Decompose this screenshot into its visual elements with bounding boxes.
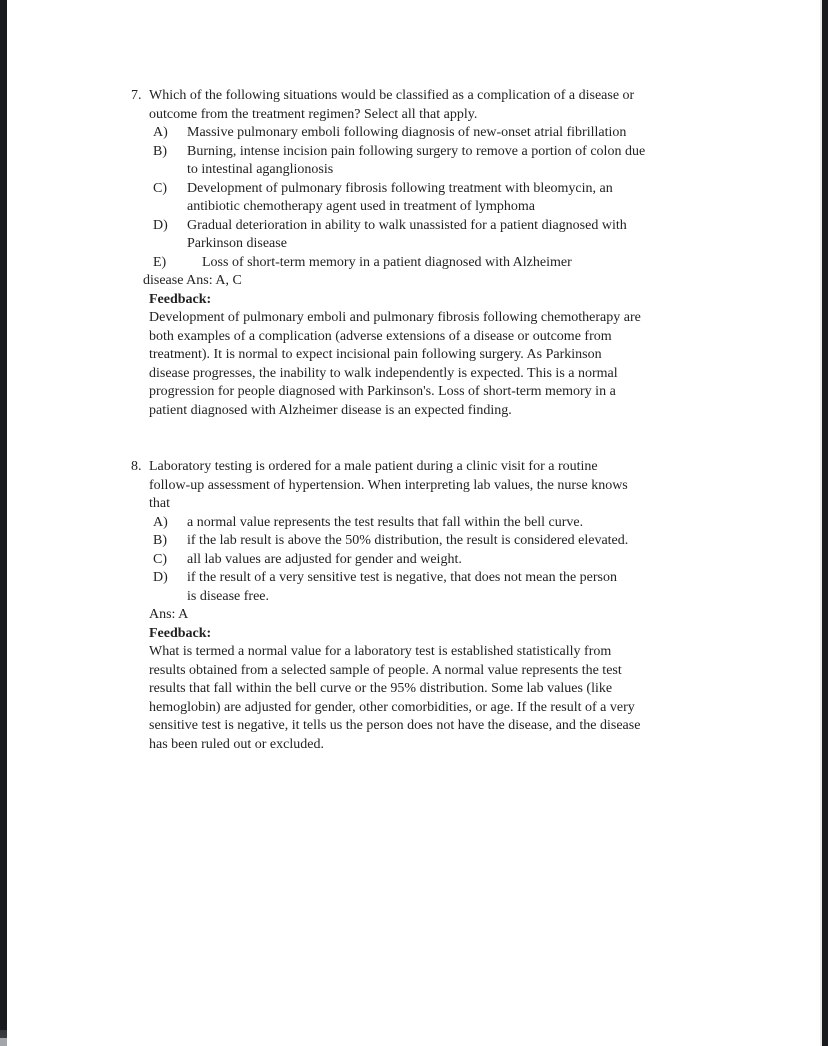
text-line <box>149 736 828 755</box>
line-text: sensitive test is negative, it tells us the person does not have the disease, and the disease <box>149 718 641 733</box>
text-line <box>149 328 828 347</box>
line-text: if the result of a very sensitive test is negative, that does not mean the person <box>187 570 617 585</box>
line-text: results obtained from a selected sample of people. A normal value represents the test <box>149 662 622 678</box>
question-number: 8. <box>131 459 142 474</box>
option-letter: D) <box>153 570 168 585</box>
text-line <box>149 402 828 421</box>
option-letter: C) <box>153 180 167 196</box>
option-line <box>187 198 828 217</box>
line-text: results that fall within the bell curve or the 95% distribution. Some lab values (like <box>149 681 613 696</box>
line-text: Burning, intense incision pain following surgery to remove a portion of colon due <box>187 143 646 159</box>
line-text: Loss of short-term memory in a patient diagnosed with Alzheimer <box>202 254 572 270</box>
line-text: patient diagnosed with Alzheimer disease is an expected finding. <box>149 402 512 418</box>
text-line <box>149 662 828 681</box>
option-line <box>153 180 828 199</box>
line-text: all lab values are adjusted for gender and weight. <box>187 551 462 567</box>
text-line <box>149 606 828 625</box>
line-text: Massive pulmonary emboli following diagnosis of new-onset atrial fibrillation <box>187 125 627 140</box>
line-text: disease progresses, the inability to walk independently is expected. This is a normal <box>149 365 618 381</box>
option-letter: A) <box>153 125 168 140</box>
option-line <box>153 569 828 588</box>
option-line <box>153 124 828 143</box>
text-line <box>149 365 828 384</box>
line-text: follow-up assessment of hypertension. When interpreting lab values, the nurse knows <box>149 477 628 493</box>
feedback-label <box>149 291 828 310</box>
page-edge-left <box>0 0 7 1046</box>
page-edge-right <box>820 0 828 1046</box>
option-line <box>187 161 828 180</box>
option-line <box>153 254 828 273</box>
text-line <box>149 477 828 496</box>
line-text: Laboratory testing is ordered for a male patient during a clinic visit for a routine <box>149 459 598 474</box>
line-text: both examples of a complication (adverse extensions of a disease or outcome from <box>149 328 612 344</box>
line-text: treatment). It is normal to expect incisional pain following surgery. As Parkinson <box>149 347 602 362</box>
option-line <box>153 143 828 162</box>
text-line <box>149 680 828 699</box>
option-letter: D) <box>153 217 168 233</box>
text-line <box>143 272 828 291</box>
option-line <box>187 588 828 607</box>
option-letter: C) <box>153 551 167 567</box>
line-text: a normal value represents the test results that fall within the bell curve. <box>187 514 584 530</box>
option-line <box>153 217 828 236</box>
line-text: that <box>149 496 170 511</box>
line-text: hemoglobin) are adjusted for gender, other comorbidities, or age. If the result of a very <box>149 699 635 715</box>
line-text: Ans: A <box>149 607 189 622</box>
text-line <box>149 383 828 402</box>
text-line <box>149 699 828 718</box>
text-line <box>149 495 828 514</box>
line-text: What is termed a normal value for a laboratory test is established statistically from <box>149 644 612 659</box>
text-line <box>149 717 828 736</box>
question-number: 7. <box>131 88 142 103</box>
text-line <box>149 643 828 662</box>
line-text: Feedback: <box>149 291 212 307</box>
text-line <box>149 106 828 125</box>
text-line <box>149 309 828 328</box>
question-block <box>0 87 828 420</box>
line-text: progression for people diagnosed with Parkinson's. Loss of short-term memory in a <box>149 384 616 399</box>
line-text: disease Ans: A, C <box>143 273 242 288</box>
option-line <box>153 532 828 551</box>
line-text: Development of pulmonary fibrosis following treatment with bleomycin, an <box>187 180 613 196</box>
line-text: Which of the following situations would be classified as a complication of a disease or <box>149 88 635 103</box>
option-letter: A) <box>153 514 168 530</box>
line-text: Development of pulmonary emboli and pulmonary fibrosis following chemotherapy are <box>149 310 641 325</box>
line-text: Parkinson disease <box>187 236 287 251</box>
line-text: has been ruled out or excluded. <box>149 736 324 752</box>
option-letter: B) <box>153 143 167 159</box>
text-line <box>149 346 828 365</box>
line-text: is disease free. <box>187 588 270 604</box>
text-line <box>131 87 828 106</box>
line-text: outcome from the treatment regimen? Select all that apply. <box>149 106 478 122</box>
option-line <box>153 551 828 570</box>
line-text: to intestinal aganglionosis <box>187 162 334 177</box>
feedback-label <box>149 625 828 644</box>
line-text: if the lab result is above the 50% distribution, the result is considered elevated. <box>187 533 629 548</box>
option-letter: B) <box>153 533 167 548</box>
question-block <box>0 458 828 754</box>
line-text: antibiotic chemotherapy agent used in treatment of lymphoma <box>187 199 535 214</box>
option-line <box>153 514 828 533</box>
text-line <box>131 458 828 477</box>
option-letter: E) <box>153 254 167 270</box>
line-text: Feedback: <box>149 625 212 641</box>
line-text: Gradual deterioration in ability to walk unassisted for a patient diagnosed with <box>187 217 627 233</box>
option-line <box>187 235 828 254</box>
